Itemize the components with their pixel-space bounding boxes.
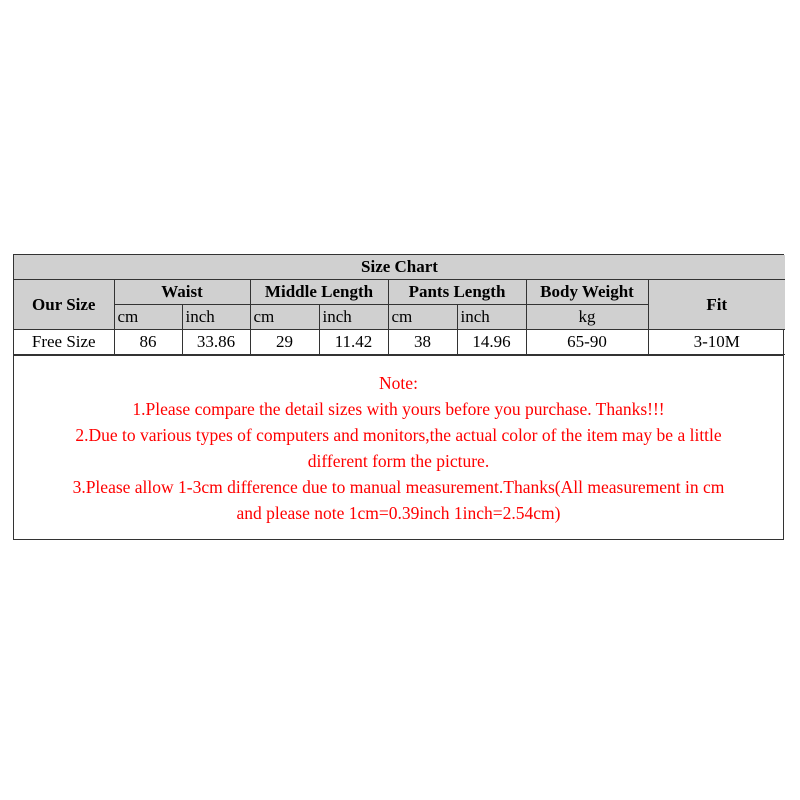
notes-section — [14, 355, 783, 539]
header-fit: Fit — [648, 280, 785, 330]
cell-pants-cm: 38 — [388, 330, 457, 355]
unit-middle-inch: inch — [319, 305, 388, 330]
cell-size: Free Size — [14, 330, 114, 355]
size-chart-box — [13, 254, 784, 540]
cell-waist-inch: 33.86 — [182, 330, 250, 355]
unit-waist-inch: inch — [182, 305, 250, 330]
cell-fit: 3-10M — [648, 330, 785, 355]
cell-waist-cm: 86 — [114, 330, 182, 355]
note-line-2a: 2.Due to various types of computers and monitors,the actual color of the item may be a little — [75, 425, 722, 445]
header-waist: Waist — [114, 280, 250, 305]
cell-middle-inch: 11.42 — [319, 330, 388, 355]
note-line-1: 1.Please compare the detail sizes with yours before you purchase. Thanks!!! — [132, 399, 665, 419]
cell-middle-cm: 29 — [250, 330, 319, 355]
unit-pants-inch: inch — [457, 305, 526, 330]
unit-pants-cm: cm — [388, 305, 457, 330]
notes-heading: Note: — [379, 373, 418, 393]
note-line-3a: 3.Please allow 1-3cm difference due to manual measurement.Thanks(All measurement in cm — [72, 477, 725, 497]
unit-waist-cm: cm — [114, 305, 182, 330]
unit-body-weight: kg — [526, 305, 648, 330]
note-line-3b: and please note 1cm=0.39inch 1inch=2.54cm) — [236, 503, 561, 523]
unit-middle-cm: cm — [250, 305, 319, 330]
table-row — [14, 330, 785, 355]
header-middle-length: Middle Length — [250, 280, 388, 305]
cell-body-weight: 65-90 — [526, 330, 648, 355]
header-body-weight: Body Weight — [526, 280, 648, 305]
header-pants-length: Pants Length — [388, 280, 526, 305]
size-chart-table — [14, 255, 785, 355]
note-line-2b: different form the picture. — [307, 451, 490, 471]
cell-pants-inch: 14.96 — [457, 330, 526, 355]
table-title: Size Chart — [14, 255, 785, 280]
header-our-size: Our Size — [14, 280, 114, 330]
